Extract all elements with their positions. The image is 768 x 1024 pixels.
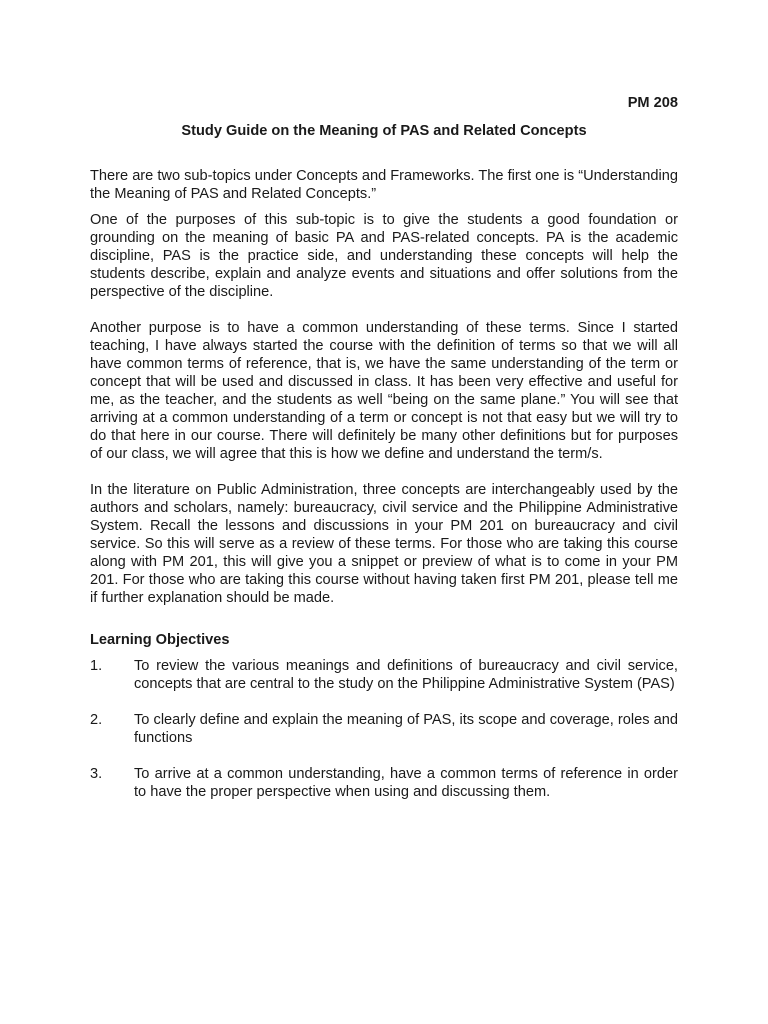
purpose-paragraph: One of the purposes of this sub-topic is to give the students a good foundation or grounding on the meaning of basic PA and PAS-related concepts. PA is the academic discipline, PAS is the practice side, and understanding these concepts will help the students describe, explain and analyze events and situations and offer solutions from the perspective of the discipline. <box>90 212 678 300</box>
objective-item <box>90 711 678 747</box>
course-code: PM 208 <box>627 95 678 111</box>
objective-text: To review the various meanings and definitions of bureaucracy and civil service, concepts that are central to the study on the Philippine Administrative System (PAS) <box>134 658 678 692</box>
objective-text: To arrive at a common understanding, have a common terms of reference in order to have the proper perspective when using and discussing them. <box>134 766 678 800</box>
objective-item <box>90 765 678 801</box>
objective-number: 2. <box>90 712 103 728</box>
document-page <box>90 94 678 819</box>
objective-item <box>90 657 678 693</box>
document-title: Study Guide on the Meaning of PAS and Related Concepts <box>181 123 587 139</box>
objective-number: 3. <box>90 766 103 782</box>
objective-number: 1. <box>90 658 103 674</box>
intro-paragraph: There are two sub-topics under Concepts and Frameworks. The first one is “Understanding the Meaning of PAS and Related Concepts.” <box>90 168 678 202</box>
learning-objectives-list <box>90 657 678 801</box>
objective-text: To clearly define and explain the meaning of PAS, its scope and coverage, roles and functions <box>134 712 678 746</box>
learning-objectives-heading: Learning Objectives <box>90 632 230 648</box>
literature-paragraph: In the literature on Public Administration, three concepts are interchangeably used by the authors and scholars, namely: bureaucracy, civil service and the Philippine Administrative System. Recall the lessons and discussions in your PM 201 on bureaucracy and civil service. So this will serve as a review of these terms. For those who are taking this course along with PM 201, this will give you a snippet or preview of what is to come in your PM 201. For those who are taking this course without having taken first PM 201, please tell me if further explanation should be made. <box>90 482 678 606</box>
common-understanding-paragraph: Another purpose is to have a common understanding of these terms. Since I started teaching, I have always started the course with the definition of terms so that we will all have common terms of reference, that is, we have the same understanding of the term or concept that will be used and discussed in class. It has been very effective and useful for me, as the teacher, and the students as well “being on the same plane.” You will see that arriving at a common understanding of a term or concept is not that easy but we will try to do that here in our course. There will definitely be many other definitions but for purposes of our class, we will agree that this is how we define and understand the term/s. <box>90 320 678 462</box>
